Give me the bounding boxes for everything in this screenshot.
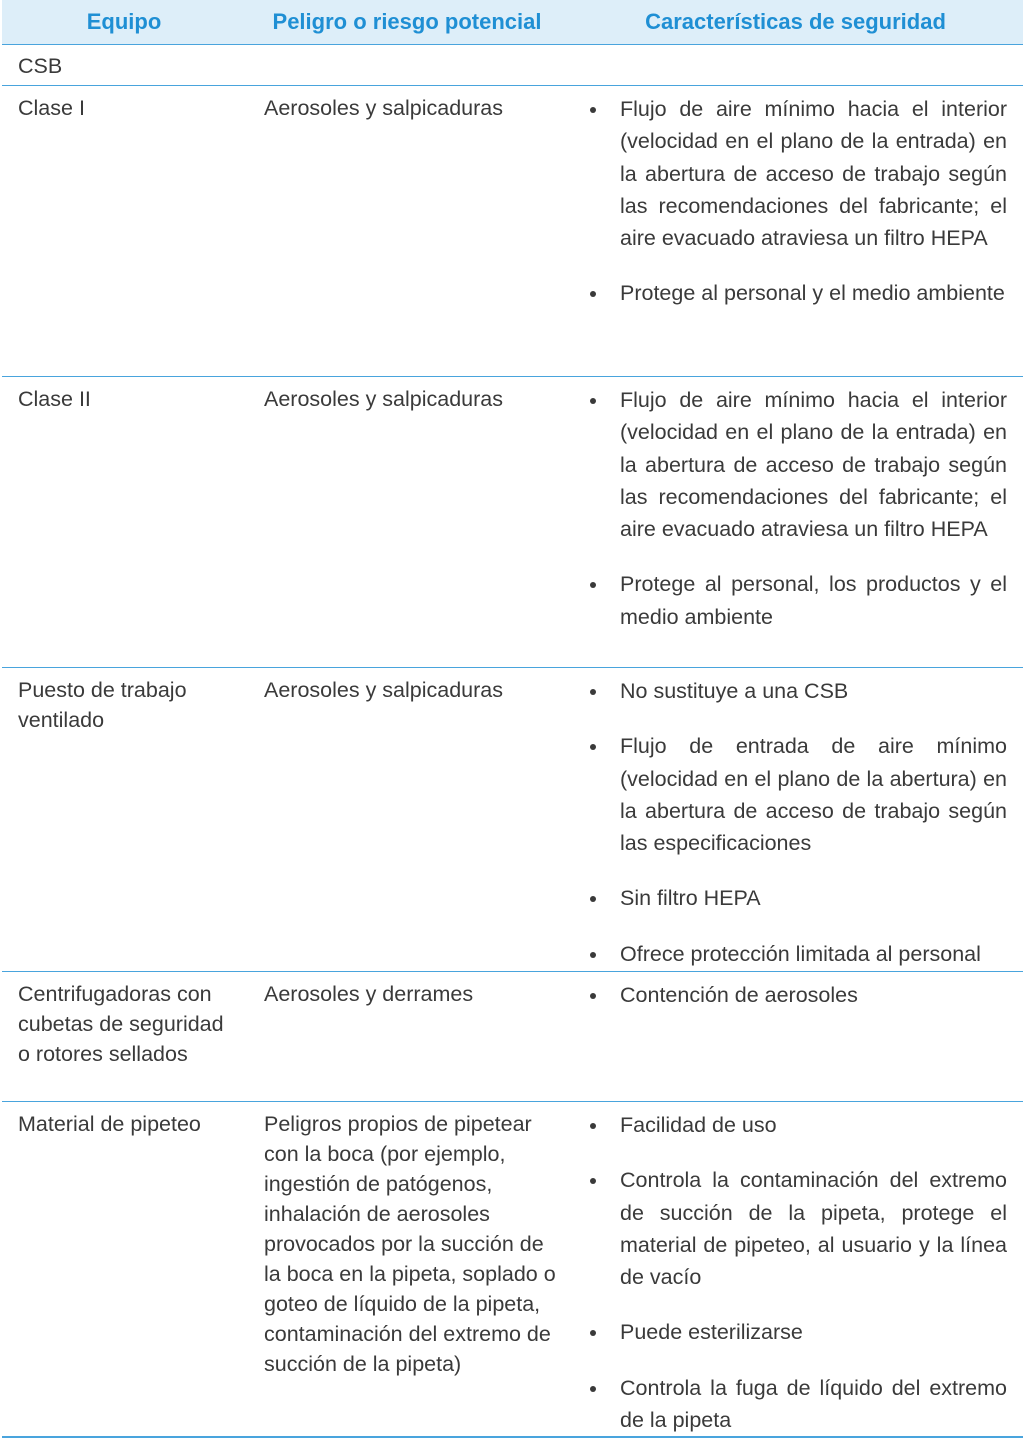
features-cell xyxy=(568,1102,1023,1438)
feature-item: Facilidad de uso xyxy=(578,1109,1007,1141)
bullet-icon xyxy=(590,952,596,958)
bullet-icon xyxy=(590,582,596,588)
header-safety-features: Características de seguridad xyxy=(568,0,1023,45)
hazard-cell: Peligros propios de pipetear con la boca (por ejemplo, ingestión de patógenos, inhalación de aerosoles provocados por la succión de la boca en la pipeta, soplado o goteo de líquido de la pipeta, contaminación del extremo de succión de la pipeta) xyxy=(246,1102,568,1438)
feature-item: Flujo de aire mínimo hacia el interior (velocidad en el plano de la entrada) en la abertura de acceso de trabajo según las recomendaciones del fabricante; el aire evacuado atraviesa un filtro HEPA xyxy=(578,93,1007,254)
bullet-icon xyxy=(590,689,596,695)
feature-item: Protege al personal, los productos y el medio ambiente xyxy=(578,568,1007,633)
feature-item: Controla la fuga de líquido del extremo de la pipeta xyxy=(578,1372,1007,1437)
feature-item: Flujo de aire mínimo hacia el interior (velocidad en el plano de la entrada) en la abertura de acceso de trabajo según las recomendaciones del fabricante; el aire evacuado atraviesa un filtro HEPA xyxy=(578,384,1007,545)
hazard-cell: Aerosoles y salpicaduras xyxy=(246,86,568,377)
features-cell xyxy=(568,377,1023,668)
hazard-cell: Aerosoles y salpicaduras xyxy=(246,377,568,668)
bullet-icon xyxy=(590,107,596,113)
bullet-icon xyxy=(590,1178,596,1184)
bullet-icon xyxy=(590,1123,596,1129)
feature-item: Ofrece protección limitada al personal xyxy=(578,938,1007,970)
table-row xyxy=(2,86,1023,377)
table-row xyxy=(2,377,1023,668)
section-label: CSB xyxy=(2,45,1023,86)
table-row xyxy=(2,668,1023,972)
equipment-cell: Clase I xyxy=(2,86,246,377)
features-cell xyxy=(568,86,1023,377)
feature-item: No sustituye a una CSB xyxy=(578,675,1007,707)
features-cell xyxy=(568,668,1023,972)
bullet-icon xyxy=(590,993,596,999)
bullet-icon xyxy=(590,896,596,902)
feature-item: Protege al personal y el medio ambiente xyxy=(578,277,1007,309)
table-row xyxy=(2,972,1023,1102)
features-cell xyxy=(568,972,1023,1102)
hazard-cell: Aerosoles y derrames xyxy=(246,972,568,1102)
table-row xyxy=(2,1102,1023,1438)
header-equipment: Equipo xyxy=(2,0,246,45)
feature-item: Contención de aerosoles xyxy=(578,979,1007,1011)
bullet-icon xyxy=(590,1386,596,1392)
feature-item: Flujo de entrada de aire mínimo (velocidad en el plano de la abertura) en la abertura de acceso de trabajo según las especificaciones xyxy=(578,730,1007,859)
bullet-icon xyxy=(590,1330,596,1336)
hazard-cell: Aerosoles y salpicaduras xyxy=(246,668,568,972)
bullet-icon xyxy=(590,744,596,750)
section-row xyxy=(2,45,1023,86)
header-hazard: Peligro o riesgo potencial xyxy=(246,0,568,45)
feature-item: Controla la contaminación del extremo de succión de la pipeta, protege el material de pipeteo, al usuario y la línea de vacío xyxy=(578,1164,1007,1293)
equipment-cell: Clase II xyxy=(2,377,246,668)
bullet-icon xyxy=(590,291,596,297)
equipment-cell: Material de pipeteo xyxy=(2,1102,246,1438)
bullet-icon xyxy=(590,398,596,404)
safety-equipment-table xyxy=(2,0,1023,1438)
feature-item: Sin filtro HEPA xyxy=(578,882,1007,914)
equipment-cell: Centrifugadoras con cubetas de seguridad o rotores sellados xyxy=(2,972,246,1102)
header-row xyxy=(2,0,1023,45)
feature-item: Puede esterilizarse xyxy=(578,1316,1007,1348)
equipment-cell: Puesto de trabajo ventilado xyxy=(2,668,246,972)
